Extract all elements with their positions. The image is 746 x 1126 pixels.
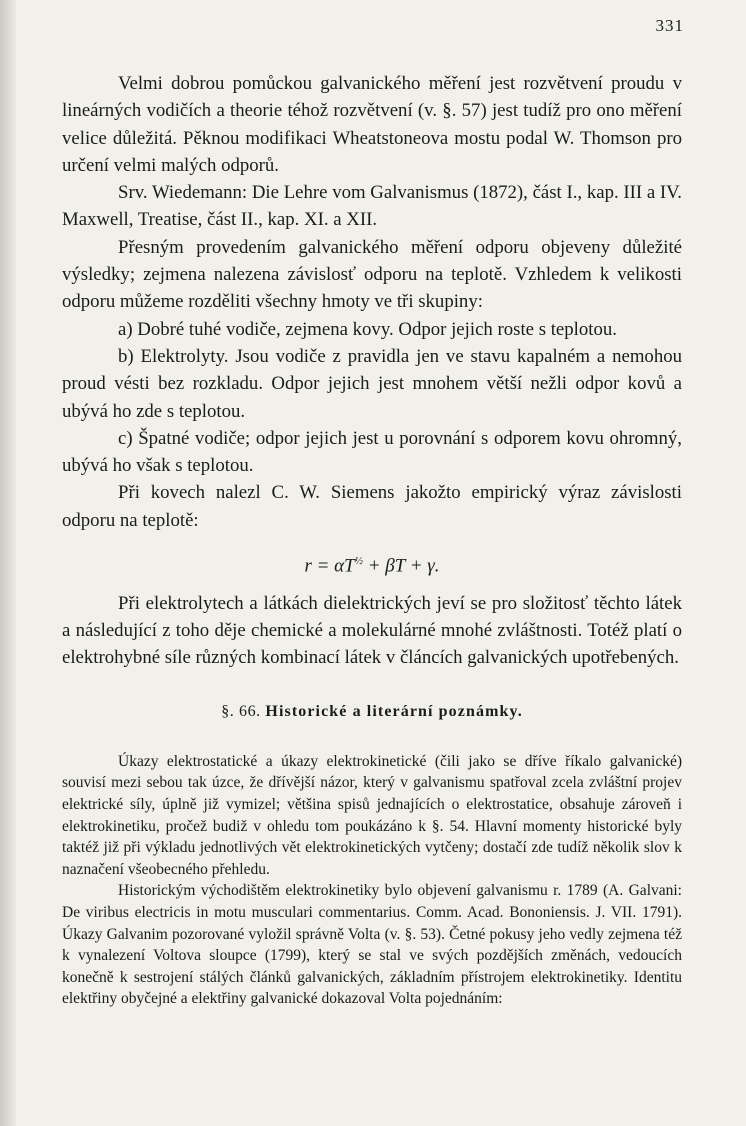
paragraph-electrolytes: Při elektrolytech a látkách dielektrických jeví se pro složitosť těchto látek a následující z toho děje chemické a molekulárné mnohé zvláštnosti. Totéž platí o elektrohybné síle různých kombinací látek v článcích galvanických upotřebených. xyxy=(62,592,682,669)
equation-lhs: r = αT xyxy=(304,555,355,577)
notes-block xyxy=(62,751,682,1010)
paragraph-group-a: a) Dobré tuhé vodiče, zejmena kovy. Odpor jejich roste s teplotou. xyxy=(118,318,617,340)
book-spine-shadow xyxy=(0,0,16,1126)
paragraph-references: Srv. Wiedemann: Die Lehre vom Galvanismus (1872), část I., kap. III a IV. Maxwell, Treatise, část II., kap. XI. a XII. xyxy=(62,182,682,231)
paragraph-siemens: Při kovech nalezl C. W. Siemens jakožto empirický výraz závislosti odporu na teplotě: xyxy=(62,482,682,531)
section-heading xyxy=(62,698,682,725)
note-paragraph-2: Historickým východištěm elektrokinetiky bylo objevení galvanismu r. 1789 (A. Galvani: De viribus electricis in motu musculari commentarius. Comm. Acad. Bononiensis. J. VII. 1791). Úkazy Galvanim pozorované vyložil správně Volta (v. §. 53). Četné pokusy jeho vedly zejmena též k vynalezení Voltova sloupce (1799), který se stal ve svých pozdějších změnách, vedoucích konečně k sestrojení stálých článků galvanických, základním přístrojem elektrokinetiky. Identitu elektřiny obyčejné a elektřiny galvanické dokazoval Volta pojednáním: xyxy=(62,882,682,1008)
equation-rhs: + βT + γ. xyxy=(362,555,440,577)
main-text xyxy=(62,70,682,1010)
paragraph-galvanic-measurement: Velmi dobrou pomůckou galvanického měření jest rozvětvení proudu v lineárných vodičích a theorie téhož rozvětvení (v. §. 57) jest tudíž pro ono měření velice důležitá. Pěknou modifikaci Wheatstoneova mostu podal W. Thomson pro určení velmi malých odporů. xyxy=(62,73,682,176)
paragraph-resistance-temperature: Přesným provedením galvanického měření odporu objeveny důležité výsledky; zejmena nalezena závislosť odporu na teplotě. Vzhledem k velikosti odporu můžeme rozděliti všechny hmoty ve tři skupiny: xyxy=(62,236,682,313)
note-paragraph-1: Úkazy elektrostatické a úkazy elektrokinetické (čili jako se dříve říkalo galvanické) souvisí mezi sebou tak úzce, že dřívější názor, který v galvanismu spatřoval zcela zvláštní projev elektrické síly, úplně již vymizel; většina spisů jednajících o elektrostatice, obsahuje zároveň i elektrokinetiku, pročež budiž v ohledu tom poukázáno k §. 54. Hlavní momenty historické byly taktéž již při výkladu jednotlivých vět elektrokinetických vytčeny; dostačí zde tudíž několik slov k naznačení všeobecného přehledu. xyxy=(62,752,682,878)
equation-exponent: ½ xyxy=(354,555,363,568)
paragraph-group-c: c) Špatné vodiče; odpor jejich jest u porovnání s odporem kovu ohromný, ubývá ho však s teplotou. xyxy=(62,427,682,477)
section-number: §. 66. xyxy=(221,702,261,720)
page-number: 331 xyxy=(655,16,684,35)
section-title: Historické a literární poznámky. xyxy=(265,702,523,720)
paragraph-group-b: b) Elektrolyty. Jsou vodiče z pravidla jen ve stavu kapalném a nemohou proud vésti bez rozkladu. Odpor jejich jest mnohem větší nežli odpor kovů a ubývá ho zde s teplotou. xyxy=(62,345,682,422)
equation-siemens xyxy=(62,548,682,580)
